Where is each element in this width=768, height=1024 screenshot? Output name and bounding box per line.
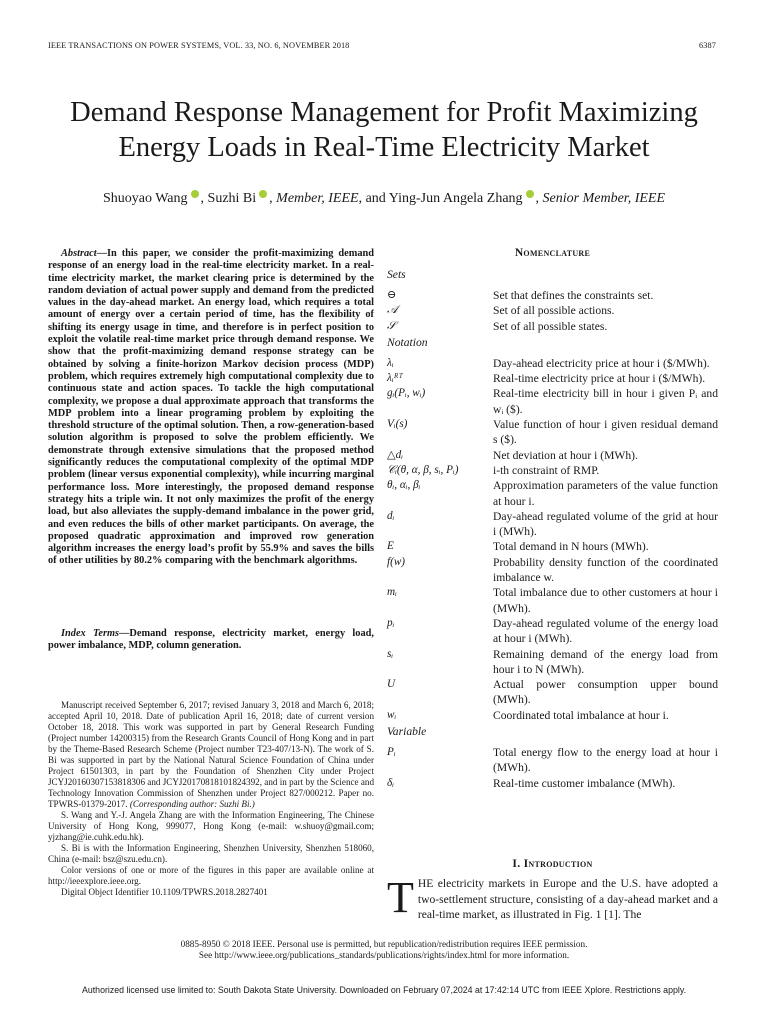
abstract-lead: Abstract [61,248,97,259]
nomenclature-symbol: △dᵢ [387,448,403,461]
nomenclature-item [387,303,718,318]
nomenclature-definition: Probability density function of the coordinated imbalance w. [493,555,718,585]
footnote-color-versions: Color versions of one or more of the figures in this paper are available online at http://ieeexplore.ieee.org. [48,865,374,886]
nomenclature-symbol: Vᵢ(s) [387,418,408,431]
author-name: Shuoyao Wang [102,191,188,206]
intro-lead-word: HE [417,877,434,890]
nomenclature-symbol: E [387,540,394,553]
nomenclature-symbol: dᵢ [387,509,395,522]
nomenclature-symbol: U [387,678,396,691]
nomenclature-symbol: θᵢ, αᵢ, βᵢ [387,479,421,492]
nomenclature-item [387,509,718,540]
nomenclature-section-sets: Sets [387,268,406,281]
author-affiliation: Member, IEEE [276,191,359,206]
abstract-text: —In this paper, we consider the profit-maximizing demand response of an energy load in the real-time electricity market. In a real-time electricity market, the market clearing price is determined by the random deviation of actual power supply and demand from the predicted values in the day-ahead market. An energy load, which requires a total amount of energy over a certain period of time, has the flexibility of shifting its energy usage in time, and therefore is in perfect position to exploit the volatile real-time market price through demand response. We show that the profit-maximizing demand response strategy can be obtained by solving a finite-horizon Markov decision process (MDP) problem, which requires extremely high computational complexity due to continuous state and action spaces. To tackle the high computational complexity, we propose a dual approximate approach that transforms the MDP problem into a linear programing problem by exploiting the threshold structure of the optimal solution. Then, a row-generation-based solution algorithm is proposed to solve the problem efficiently. We demonstrate through extensive simulations that the proposed method significantly reduces the computational complexity of the optimal MDP problem (linear versus exponential complexity), while incurring marginal performance loss. More interestingly, the proposed demand response strategy hits a triple win. It not only maximizes the profit of the energy load, but also alleviates the supply-demand imbalance in the power grid, and even reduces the bills of other market participants. On average, the proposed quadratic approximation and improved row generation algorithm increases the energy load’s profit by 55.9% and saves the bills of other utilities by 80.2% comparing with the benchmark algorithms. [48,248,374,567]
nomenclature-symbol: 𝒞ᵢ(θ, α, β, sᵢ, Pᵢ) [387,463,459,476]
author-line: Shuoyao Wang , Suzhi Bi , Member, IEEE, and Ying-Jun Angela Zhang , Senior Member, IEEE [102,191,666,206]
nomenclature-symbol: δᵢ [387,776,394,789]
nomenclature-item [387,371,718,386]
orcid-icon[interactable] [526,190,534,198]
nomenclature-symbol: 𝒮 [387,319,396,332]
nomenclature-definition: i-th constraint of RMP. [493,463,600,477]
nomenclature-definition: Approximation parameters of the value function at hour i. [493,479,718,508]
nomenclature-list [387,266,718,791]
nomenclature-item [387,386,718,417]
license-notice: Authorized licensed use limited to: South Dakota State University. Downloaded on February 07,2024 at 17:42:14 UTC from IEEE Xplore. Restrictions apply. [81,985,687,995]
nomenclature-symbol: ⊖ [387,289,397,301]
orcid-icon[interactable] [191,190,199,198]
nomenclature-definition: Day-ahead electricity price at hour i ($/MWh). [493,356,710,370]
nomenclature-item [387,585,718,616]
nomenclature-definition: Set of all possible states. [493,319,608,333]
author-affiliation: Senior Member, IEEE [542,191,666,206]
nomenclature-item [387,616,718,647]
nomenclature-item [387,478,718,509]
nomenclature-item [387,776,718,791]
running-header-journal: IEEE TRANSACTIONS ON POWER SYSTEMS, VOL. 33, NO. 6, NOVEMBER 2018 [48,41,350,50]
nomenclature-item [387,708,718,723]
intro-text: electricity markets in Europe and the U.S. have adopted a two-settlement structure, consisting of a day-ahead market and a real-time market, as illustrated in Fig. 1 [1]. The [417,877,718,921]
nomenclature-definition: Day-ahead regulated volume of the energy load at hour i (MWh). [493,616,718,646]
nomenclature-definition: Coordinated total imbalance at hour i. [493,708,669,722]
running-header-page-number: 6387 [699,41,716,50]
nomenclature-section-variable: Variable [387,725,427,739]
index-terms [48,628,374,653]
nomenclature-symbol: λᵢᴿᵀ [387,372,403,385]
nomenclature-definition: Day-ahead regulated volume of the grid at hour i (MWh). [493,509,718,539]
nomenclature-item [387,745,718,776]
copyright-link-line[interactable]: See http://www.ieee.org/publications_standards/publications/rights/index.html for more information. [198,950,570,961]
nomenclature-item [387,417,718,448]
nomenclature-item [387,677,718,708]
nomenclature-section-notation: Notation [387,335,428,349]
nomenclature-definition: Set that defines the constraints set. [493,289,654,302]
introduction-body [387,873,718,923]
nomenclature-item [387,288,718,303]
nomenclature-definition: Net deviation at hour i (MWh). [493,448,638,462]
copyright-line: 0885-8950 © 2018 IEEE. Personal use is permitted, but republication/redistribution requires IEEE permission. [180,939,588,949]
nomenclature-item [387,539,718,554]
nomenclature-symbol: mᵢ [387,586,397,599]
author-name: Ying-Jun Angela Zhang [388,191,523,206]
nomenclature-symbol: Pᵢ [387,746,396,759]
footnote-text: Manuscript received September 6, 2017; revised January 3, 2018 and March 6, 2018; accepted April 10, 2018. Date of publication April 16, 2018; date of current version October 18, 2018. This work was supported in part by General Research Funding (Project number 14200315) from the Research Grants Council of Hong Kong and in part by the Theme-Based Research Scheme (Project number T23-407/13-N). The work of S. Bi was supported in part by the National Natural Science Foundation of China under Project 61501303, in part by the Foundation of Shenzhen City under Project JCYJ20160307153818306 and JCYJ20170818101824392, and in part by the Science and Technology Innovation Commission of Shenzhen under Project 827/000212. Paper no. TPWRS-01379-2017. [48,700,374,809]
index-terms-lead: Index Terms [61,628,120,639]
nomenclature-symbol: gᵢ(Pᵢ, wᵢ) [387,387,426,400]
nomenclature-definition: Set of all possible actions. [493,304,615,318]
nomenclature-notation [387,356,718,723]
nomenclature-definition: Real-time electricity bill in hour i given Pᵢ and wᵢ ($). [493,387,718,416]
nomenclature-variables [387,745,718,791]
nomenclature-symbol: wᵢ [387,708,397,721]
nomenclature-sets [387,288,718,334]
copyright-notice [40,939,728,962]
nomenclature-definition: Value function of hour i given residual demand s ($). [493,418,718,447]
nomenclature-symbol: sᵢ [387,647,394,660]
nomenclature-definition: Actual power consumption upper bound (MWh). [493,678,718,707]
paper-title: Demand Response Management for Profit Maximizing Energy Loads in Real-Time Electricity Market [70,97,698,164]
nomenclature-item [387,448,718,463]
index-terms-text: —Demand response, electricity market, energy load, power imbalance, MDP, column generation. [48,628,374,652]
nomenclature-item [387,463,718,478]
nomenclature-definition: Total energy flow to the energy load at hour i (MWh). [493,746,718,775]
nomenclature-item [387,319,718,334]
abstract [48,248,374,568]
nomenclature-item [387,647,718,678]
author-joiner: and [365,191,386,206]
nomenclature-heading: Nomenclature [514,247,591,259]
corresponding-author: (Corresponding author: Suzhi Bi.) [129,799,255,809]
orcid-icon[interactable] [259,190,267,198]
footnote-doi: Digital Object Identifier 10.1109/TPWRS.2018.2827401 [61,887,268,897]
nomenclature-symbol: λᵢ [387,356,394,369]
drop-cap: T [387,873,414,922]
nomenclature-definition: Remaining demand of the energy load from hour i to N (MWh). [493,647,718,676]
nomenclature-symbol: f(w) [387,555,406,568]
footnotes [48,700,374,898]
nomenclature-symbol: pᵢ [387,616,395,629]
nomenclature-item [387,356,718,371]
author-name: Suzhi Bi [207,191,257,206]
nomenclature-definition: Total demand in N hours (MWh). [493,540,649,554]
footnote-affiliation-2: S. Bi is with the Information Engineering, Shenzhen University, Shenzhen 518060, China (e-mail: bsz@szu.edu.cn). [48,843,374,864]
nomenclature-symbol: 𝒜 [387,304,398,317]
footnote-affiliation-1: S. Wang and Y.-J. Angela Zhang are with the Information Engineering, The Chinese University of Hong Kong, 999077, Hong Kong (e-mail: w.shuoy@gmail.com; yjzhang@ie.cuhk.edu.hk). [48,810,374,842]
section-heading-introduction: I. Introduction [512,857,593,870]
nomenclature-definition: Total imbalance due to other customers at hour i (MWh). [493,586,718,615]
nomenclature-item [387,555,718,586]
nomenclature-definition: Real-time customer imbalance (MWh). [493,776,676,790]
nomenclature-definition: Real-time electricity price at hour i ($/MWh). [493,372,706,386]
footnote-manuscript [48,700,374,810]
